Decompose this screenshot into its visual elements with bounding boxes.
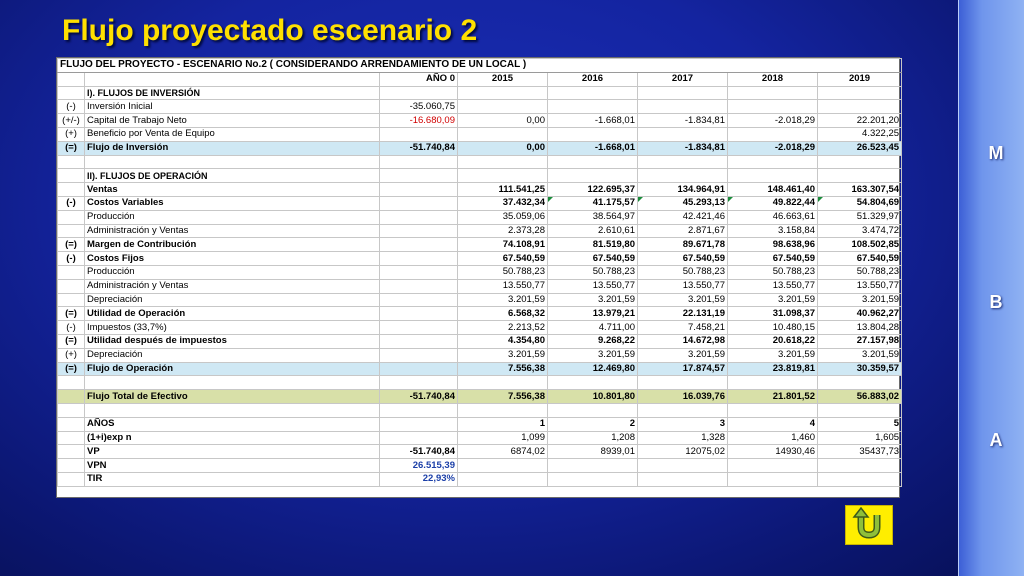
table-row: [58, 307, 902, 321]
row-label: (1+i)exp n: [85, 431, 380, 445]
row-sign: (+): [58, 127, 85, 141]
cell-2017: 17.874,57: [638, 362, 728, 376]
cell-año-0: [380, 265, 458, 279]
cell-2015: [458, 86, 548, 100]
row-sign: (+): [58, 348, 85, 362]
row-label: [85, 403, 380, 417]
row-label: Depreciación: [85, 293, 380, 307]
cell-2018: [728, 459, 818, 473]
table-row: [58, 279, 902, 293]
column-header-2015: 2015: [458, 72, 548, 86]
cell-2015: 3.201,59: [458, 348, 548, 362]
row-sign: [58, 459, 85, 473]
table-row: [58, 417, 902, 431]
cell-2018: 10.480,15: [728, 321, 818, 335]
table-row: [58, 265, 902, 279]
table-row: [58, 293, 902, 307]
cell-2018: 1,460: [728, 431, 818, 445]
cell-2018: 3.201,59: [728, 348, 818, 362]
row-label: Flujo de Operación: [85, 362, 380, 376]
table-row: [58, 334, 902, 348]
row-sign: [58, 417, 85, 431]
cell-2019: 163.307,54: [818, 183, 902, 197]
table-title: FLUJO DEL PROYECTO - ESCENARIO No.2 ( CONSIDERANDO ARRENDAMIENTO DE UN LOCAL ): [58, 59, 902, 73]
right-side-panel: [958, 0, 1024, 576]
cell-año-0: [380, 431, 458, 445]
cell-2018: -2.018,29: [728, 141, 818, 155]
cell-2015: [458, 472, 548, 486]
cell-2019: 3.474,72: [818, 224, 902, 238]
side-link-a[interactable]: A: [989, 430, 1003, 450]
cell-2019: 27.157,98: [818, 334, 902, 348]
cell-año-0: [380, 238, 458, 252]
table-row: [58, 210, 902, 224]
cell-2016: [548, 459, 638, 473]
cell-año-0: [380, 403, 458, 417]
cell-2019: 13.550,77: [818, 279, 902, 293]
row-label: Margen de Contribución: [85, 238, 380, 252]
row-sign: [58, 279, 85, 293]
table-row: [58, 100, 902, 114]
cell-2019: [818, 86, 902, 100]
cell-año-0: [380, 183, 458, 197]
cell-2015: 111.541,25: [458, 183, 548, 197]
row-sign: (=): [58, 362, 85, 376]
cell-2017: [638, 472, 728, 486]
cell-2018: 98.638,96: [728, 238, 818, 252]
cell-2019: 30.359,57: [818, 362, 902, 376]
cell-2019: 56.883,02: [818, 390, 902, 404]
cell-año-0: [380, 252, 458, 266]
row-sign: [58, 293, 85, 307]
cell-2016: [548, 86, 638, 100]
cell-2016: 38.564,97: [548, 210, 638, 224]
cell-2017: 3: [638, 417, 728, 431]
cell-2015: [458, 155, 548, 169]
table-row: [58, 431, 902, 445]
cell-2018: [728, 127, 818, 141]
cell-año-0: [380, 127, 458, 141]
cell-2015: 7.556,38: [458, 390, 548, 404]
cell-2018: 3.158,84: [728, 224, 818, 238]
cell-año-0: -16.680,09: [380, 114, 458, 128]
table-row: [58, 224, 902, 238]
cell-2017: [638, 169, 728, 183]
cell-2019: 3.201,59: [818, 293, 902, 307]
slide-title: Flujo proyectado escenario 2: [62, 14, 478, 47]
row-label: Producción: [85, 265, 380, 279]
table-row: [58, 252, 902, 266]
cell-año-0: -51.740,84: [380, 141, 458, 155]
cell-2017: [638, 155, 728, 169]
cell-2015: 50.788,23: [458, 265, 548, 279]
row-label: Costos Variables: [85, 196, 380, 210]
row-label: Inversión Inicial: [85, 100, 380, 114]
back-button[interactable]: [845, 505, 893, 545]
cell-año-0: [380, 321, 458, 335]
row-sign: (-): [58, 100, 85, 114]
table-row: [58, 403, 902, 417]
cell-2019: [818, 376, 902, 390]
table-row: [58, 238, 902, 252]
cell-2015: 7.556,38: [458, 362, 548, 376]
row-label: Administración y Ventas: [85, 279, 380, 293]
row-sign: (=): [58, 238, 85, 252]
cell-2018: 148.461,40: [728, 183, 818, 197]
cell-2019: [818, 155, 902, 169]
cell-2018: 31.098,37: [728, 307, 818, 321]
cell-2019: [818, 403, 902, 417]
table-row: [58, 459, 902, 473]
cell-2019: 26.523,45: [818, 141, 902, 155]
cell-2015: 1: [458, 417, 548, 431]
cell-2015: 6874,02: [458, 445, 548, 459]
cell-2017: 14.672,98: [638, 334, 728, 348]
row-sign: [58, 169, 85, 183]
cell-2016: 50.788,23: [548, 265, 638, 279]
cell-2017: 134.964,91: [638, 183, 728, 197]
cell-2018: [728, 472, 818, 486]
cell-2018: [728, 155, 818, 169]
cell-2018: 13.550,77: [728, 279, 818, 293]
cell-2019: 108.502,85: [818, 238, 902, 252]
cell-2018: [728, 100, 818, 114]
cell-año-0: [380, 293, 458, 307]
cell-2017: 50.788,23: [638, 265, 728, 279]
cell-2017: [638, 127, 728, 141]
row-sign: [58, 472, 85, 486]
cell-2016: [548, 472, 638, 486]
cell-2015: 2.213,52: [458, 321, 548, 335]
table-row: [58, 196, 902, 210]
row-sign: [58, 210, 85, 224]
cell-2016: 2.610,61: [548, 224, 638, 238]
row-label: Utilidad después de impuestos: [85, 334, 380, 348]
cell-año-0: [380, 348, 458, 362]
cell-2019: 5: [818, 417, 902, 431]
table-row: [58, 86, 902, 100]
cell-año-0: [380, 417, 458, 431]
cell-2016: [548, 127, 638, 141]
row-sign: (=): [58, 334, 85, 348]
row-label: AÑOS: [85, 417, 380, 431]
cell-año-0: [380, 196, 458, 210]
cell-2017: 7.458,21: [638, 321, 728, 335]
cell-2017: 2.871,67: [638, 224, 728, 238]
cell-2019: 54.804,69: [818, 196, 902, 210]
cell-2018: 4: [728, 417, 818, 431]
cell-2015: [458, 127, 548, 141]
cell-2017: 13.550,77: [638, 279, 728, 293]
cell-2017: [638, 459, 728, 473]
table-row: [58, 114, 902, 128]
cell-año-0: -51.740,84: [380, 390, 458, 404]
cell-año-0: [380, 279, 458, 293]
table-row: [58, 127, 902, 141]
cell-2015: [458, 376, 548, 390]
cell-2019: 4.322,25: [818, 127, 902, 141]
u-turn-back-icon: [852, 507, 886, 544]
row-label: Ventas: [85, 183, 380, 197]
cell-año-0: [380, 210, 458, 224]
row-label: I). FLUJOS DE INVERSIÓN: [85, 86, 380, 100]
row-label: [85, 376, 380, 390]
cell-año-0: 22,93%: [380, 472, 458, 486]
cell-2017: 67.540,59: [638, 252, 728, 266]
row-label: VP: [85, 445, 380, 459]
row-label: II). FLUJOS DE OPERACIÓN: [85, 169, 380, 183]
row-label: Administración y Ventas: [85, 224, 380, 238]
cell-2018: [728, 86, 818, 100]
row-sign: [58, 403, 85, 417]
table-row: [58, 155, 902, 169]
cell-2016: 2: [548, 417, 638, 431]
cell-2016: 3.201,59: [548, 293, 638, 307]
cell-2017: 3.201,59: [638, 348, 728, 362]
table-row: [58, 183, 902, 197]
cell-2016: 67.540,59: [548, 252, 638, 266]
row-sign: (-): [58, 321, 85, 335]
cell-2016: 13.979,21: [548, 307, 638, 321]
cell-2016: -1.668,01: [548, 114, 638, 128]
cell-2015: 74.108,91: [458, 238, 548, 252]
cell-2017: 22.131,19: [638, 307, 728, 321]
table-row: [58, 321, 902, 335]
cell-2018: 20.618,22: [728, 334, 818, 348]
cell-2016: [548, 376, 638, 390]
cell-2016: 8939,01: [548, 445, 638, 459]
cell-2016: [548, 403, 638, 417]
cell-2015: [458, 169, 548, 183]
row-sign: [58, 183, 85, 197]
cell-2017: 89.671,78: [638, 238, 728, 252]
cell-2018: [728, 376, 818, 390]
cell-2015: 4.354,80: [458, 334, 548, 348]
table-row: [58, 390, 902, 404]
cell-2017: [638, 376, 728, 390]
cell-2017: 1,328: [638, 431, 728, 445]
row-label: Beneficio por Venta de Equipo: [85, 127, 380, 141]
row-sign: [58, 224, 85, 238]
table-row: [58, 169, 902, 183]
cell-2017: [638, 86, 728, 100]
cell-año-0: -51.740,84: [380, 445, 458, 459]
row-label: Producción: [85, 210, 380, 224]
column-header-year0: AÑO 0: [380, 72, 458, 86]
cell-año-0: [380, 155, 458, 169]
cell-año-0: 26.515,39: [380, 459, 458, 473]
cell-2019: 13.804,28: [818, 321, 902, 335]
row-label: Utilidad de Operación: [85, 307, 380, 321]
row-sign: (=): [58, 141, 85, 155]
column-header-2017: 2017: [638, 72, 728, 86]
cell-2019: 22.201,20: [818, 114, 902, 128]
row-sign: [58, 431, 85, 445]
cell-2015: [458, 100, 548, 114]
cell-2018: 49.822,44: [728, 196, 818, 210]
cell-2019: [818, 472, 902, 486]
row-sign: [58, 376, 85, 390]
header-blank: [58, 72, 85, 86]
cell-2015: 0,00: [458, 141, 548, 155]
cell-año-0: [380, 86, 458, 100]
row-label: TIR: [85, 472, 380, 486]
cell-2016: [548, 155, 638, 169]
cell-2019: 1,605: [818, 431, 902, 445]
cell-2016: 4.711,00: [548, 321, 638, 335]
cell-2019: 3.201,59: [818, 348, 902, 362]
row-label: Impuestos (33,7%): [85, 321, 380, 335]
cell-2018: 23.819,81: [728, 362, 818, 376]
cell-2018: 67.540,59: [728, 252, 818, 266]
cell-2015: 1,099: [458, 431, 548, 445]
cell-2015: 37.432,34: [458, 196, 548, 210]
cell-2016: 3.201,59: [548, 348, 638, 362]
cash-flow-table: [57, 58, 902, 487]
row-label: Capital de Trabajo Neto: [85, 114, 380, 128]
row-label: VPN: [85, 459, 380, 473]
table-row: [58, 141, 902, 155]
cell-año-0: [380, 307, 458, 321]
cell-2019: [818, 100, 902, 114]
cell-2018: 21.801,52: [728, 390, 818, 404]
row-sign: (-): [58, 252, 85, 266]
cell-2017: 16.039,76: [638, 390, 728, 404]
cell-2016: -1.668,01: [548, 141, 638, 155]
cell-2015: 2.373,28: [458, 224, 548, 238]
cell-2017: 3.201,59: [638, 293, 728, 307]
cell-2018: 14930,46: [728, 445, 818, 459]
cell-2015: 0,00: [458, 114, 548, 128]
row-sign: [58, 86, 85, 100]
cell-2015: [458, 403, 548, 417]
cell-2015: 35.059,06: [458, 210, 548, 224]
table-row: [58, 348, 902, 362]
cell-2018: [728, 403, 818, 417]
side-link-m[interactable]: M: [988, 143, 1004, 163]
row-sign: [58, 445, 85, 459]
row-sign: [58, 265, 85, 279]
cell-2017: [638, 100, 728, 114]
cell-2016: 1,208: [548, 431, 638, 445]
cell-año-0: [380, 362, 458, 376]
row-sign: (=): [58, 307, 85, 321]
row-label: Depreciación: [85, 348, 380, 362]
cell-2019: [818, 459, 902, 473]
cell-año-0: [380, 169, 458, 183]
cell-2016: 9.268,22: [548, 334, 638, 348]
cell-2016: [548, 100, 638, 114]
table-row: [58, 472, 902, 486]
row-sign: (+/-): [58, 114, 85, 128]
table-row: [58, 445, 902, 459]
side-link-b[interactable]: B: [989, 292, 1003, 312]
cell-año-0: [380, 376, 458, 390]
cell-2016: 81.519,80: [548, 238, 638, 252]
row-label: Costos Fijos: [85, 252, 380, 266]
cell-2017: 45.293,13: [638, 196, 728, 210]
cell-2018: [728, 169, 818, 183]
cell-2019: 35437,73: [818, 445, 902, 459]
column-header-2018: 2018: [728, 72, 818, 86]
cell-2015: [458, 459, 548, 473]
column-header-2016: 2016: [548, 72, 638, 86]
row-label: [85, 155, 380, 169]
header-blank: [85, 72, 380, 86]
column-header-2019: 2019: [818, 72, 902, 86]
cash-flow-sheet: [56, 57, 900, 498]
cell-2016: 12.469,80: [548, 362, 638, 376]
cell-2017: [638, 403, 728, 417]
table-row: [58, 362, 902, 376]
cell-2017: -1.834,81: [638, 114, 728, 128]
cell-2016: 41.175,57: [548, 196, 638, 210]
cell-2016: 13.550,77: [548, 279, 638, 293]
cell-2015: 6.568,32: [458, 307, 548, 321]
cell-2019: [818, 169, 902, 183]
row-sign: [58, 155, 85, 169]
cell-2019: 40.962,27: [818, 307, 902, 321]
cell-2018: 46.663,61: [728, 210, 818, 224]
cell-2019: 51.329,97: [818, 210, 902, 224]
cell-2016: [548, 169, 638, 183]
cell-2016: 10.801,80: [548, 390, 638, 404]
cell-2018: -2.018,29: [728, 114, 818, 128]
cell-2019: 67.540,59: [818, 252, 902, 266]
row-label: Flujo Total de Efectivo: [85, 390, 380, 404]
cell-2017: -1.834,81: [638, 141, 728, 155]
row-label: Flujo de Inversión: [85, 141, 380, 155]
cell-año-0: [380, 334, 458, 348]
cell-2018: 50.788,23: [728, 265, 818, 279]
cell-2018: 3.201,59: [728, 293, 818, 307]
cell-2019: 50.788,23: [818, 265, 902, 279]
cell-2015: 67.540,59: [458, 252, 548, 266]
cell-año-0: -35.060,75: [380, 100, 458, 114]
cell-2017: 12075,02: [638, 445, 728, 459]
cell-2015: 3.201,59: [458, 293, 548, 307]
cell-2017: 42.421,46: [638, 210, 728, 224]
row-sign: [58, 390, 85, 404]
cell-año-0: [380, 224, 458, 238]
table-row: [58, 376, 902, 390]
cell-2016: 122.695,37: [548, 183, 638, 197]
row-sign: (-): [58, 196, 85, 210]
cell-2015: 13.550,77: [458, 279, 548, 293]
